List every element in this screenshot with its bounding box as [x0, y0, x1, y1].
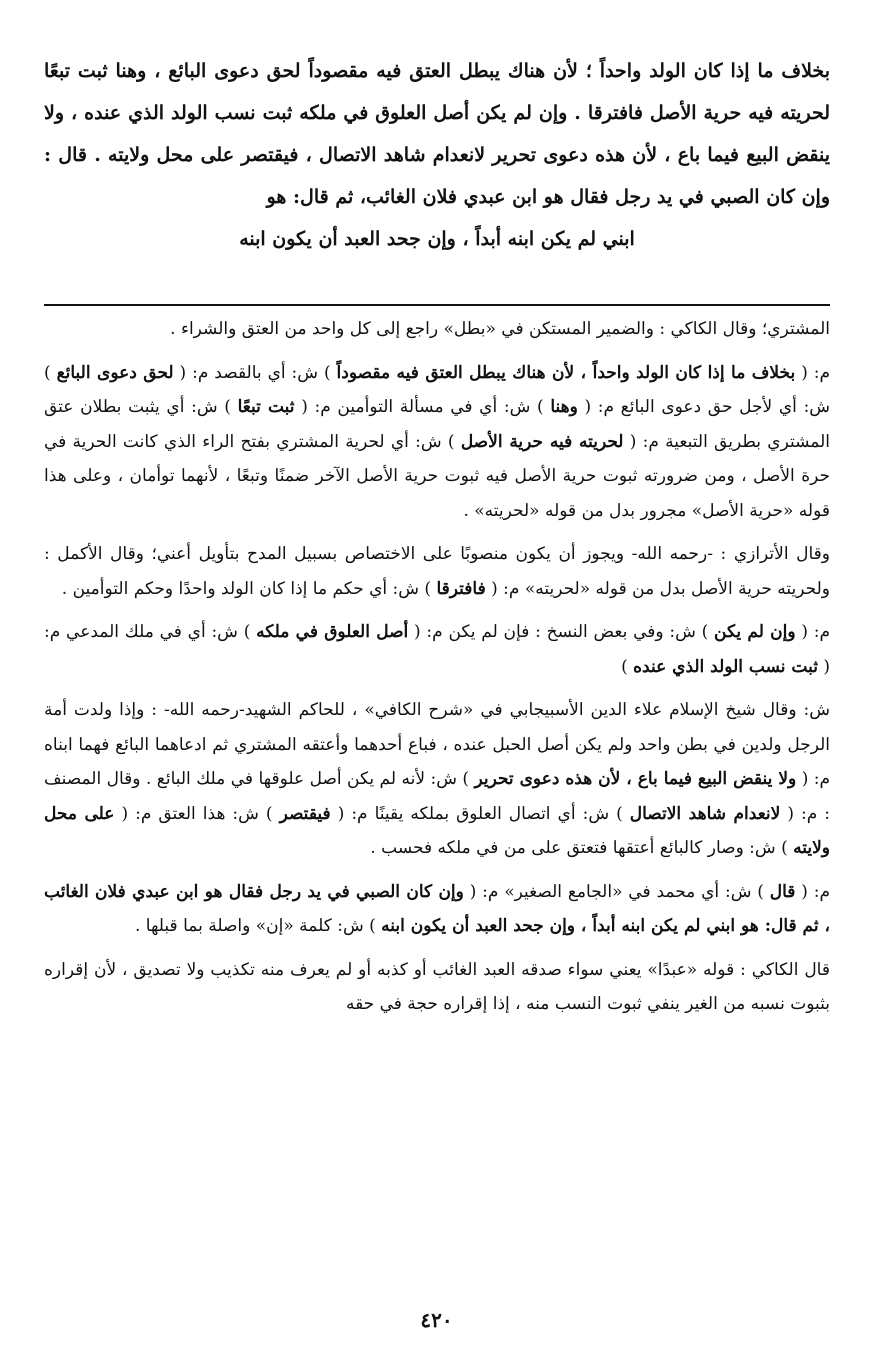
- page-number: ٤٢٠: [420, 1308, 453, 1332]
- quoted-main-text: لحق دعوى البائع: [56, 362, 174, 383]
- commentary-text: ) ش: أي لأجل حق دعوى البائع م: (: [44, 362, 831, 417]
- quoted-main-text: وإن لم يكن: [714, 622, 796, 642]
- commentary-text: م: (: [801, 362, 831, 383]
- commentary-text: ) ش: أي بالقصد م: (: [179, 362, 331, 383]
- quoted-main-text: قال: [769, 881, 796, 902]
- separator-line: [44, 304, 830, 306]
- quoted-main-text: وإن كان الصبي في يد رجل فقال هو ابن عبدي فلان الغائب ، ثم قال: هو ابني لم يكن ابنه أبداً ، وإن جحد العبد أن يكون ابنه: [44, 881, 830, 936]
- quoted-main-text: لانعدام شاهد الاتصال: [629, 803, 781, 824]
- quoted-main-text: ثبت نسب الولد الذي عنده: [633, 656, 818, 677]
- quoted-main-text: فافترقا: [436, 578, 486, 599]
- commentary-paragraph: [44, 615, 830, 684]
- commentary-text: ش: وقال شيخ الإسلام علاء الدين الأسبيجابي في «شرح الكافي» ، للحاكم الشهيد-رحمه الله- : وإذا ولدت أمة الرجل ولدين في بطن واحد ولم يكن أصل الحبل عنده ، فباع أحدهما وأعتقه المشتري ثم ادعاهما البائع فهما ابناه م: (: [44, 700, 831, 789]
- main-text: [44, 50, 830, 260]
- commentary-text: م: (: [801, 622, 831, 642]
- commentary-text: وقال الأترازي : -رحمه الله- ويجوز أن يكون منصوبًا على الاختصاص بسبيل المدح بتأويل أعني؛ وقال الأكمل : ولحريته حرية الأصل بدل من قوله «لحريته» م: (: [44, 544, 830, 599]
- main-text-last-line: ابني لم يكن ابنه أبداً ، وإن جحد العبد أن يكون ابنه: [239, 228, 635, 250]
- commentary-text: م: (: [801, 881, 831, 902]
- quoted-main-text: على محل ولايته: [44, 803, 830, 858]
- commentary-text: قال الكاكي : قوله «عبدًا» يعني سواء صدقه العبد الغائب أو كذبه أو لم يعرف منه تكذيب ولا تصديق ، لأن إقراره بثبوت نسبه من الغير ينفي ثبوت النسب منه ، إذا إقراره حجة في حقه: [44, 959, 830, 1014]
- commentary-text: ) ش: كلمة «إن» واصلة بما قبلها .: [134, 916, 376, 936]
- commentary-paragraph: [44, 875, 830, 944]
- commentary-text: ): [621, 656, 628, 677]
- commentary-text: ) ش: أي في ملك المدعي م: (: [44, 622, 830, 677]
- quoted-main-text: بخلاف ما إذا كان الولد واحداً ، لأن هناك يبطل العتق فيه مقصوداً: [336, 362, 796, 383]
- commentary-text: ) ش: وصار كالبائع أعتقها فتعتق على من في ملكه فحسب .: [370, 838, 788, 858]
- commentary-text: ) ش: هذا العتق م: (: [121, 803, 273, 824]
- main-text-body: بخلاف ما إذا كان الولد واحداً ؛ لأن هناك يبطل العتق فيه مقصوداً لحق دعوى البائع ، وهنا ثبت تبعًا لحريته فيه حرية الأصل فافترقا . وإن لم يكن أصل العلوق في ملكه ثبت نسب الولد الذي عنده ، ولا ينقض البيع فيما باع ، لأن هذه دعوى تحرير لانعدام شاهد الاتصال ، فيقتصر على محل ولايته . قال : وإن كان الصبي في يد رجل فقال هو ابن عبدي فلان الغائب، ثم قال: هو: [44, 60, 830, 208]
- quoted-main-text: فيقتصر: [279, 803, 331, 824]
- quoted-main-text: وهنا: [550, 397, 578, 417]
- commentary-text: ) ش: وفي بعض النسخ : فإن لم يكن م: (: [414, 622, 709, 642]
- commentary-paragraph: [44, 356, 830, 529]
- commentary-text: ) ش: أي محمد في «الجامع الصغير» م: (: [469, 881, 764, 902]
- commentary-text: ) ش: أي في مسألة التوأمين م: (: [301, 397, 544, 417]
- quoted-main-text: أصل العلوق في ملكه: [256, 622, 409, 642]
- commentary-paragraph: [44, 953, 830, 1022]
- commentary: [44, 312, 830, 1031]
- commentary-paragraph: [44, 537, 830, 606]
- quoted-main-text: لحريته فيه حرية الأصل: [460, 431, 624, 452]
- quoted-main-text: ثبت تبعًا: [237, 397, 295, 417]
- commentary-paragraph: [44, 693, 830, 866]
- commentary-text: ) ش: أي يثبت بطلان عتق المشتري بطريق التبعية م: (: [44, 397, 830, 452]
- commentary-text: ) ش: أي حكم ما إذا كان الولد واحدًا وحكم التوأمين .: [61, 578, 432, 599]
- commentary-paragraph: [44, 312, 830, 347]
- commentary-text: ) ش: أي اتصال العلوق بملكه يقينًا م: (: [337, 803, 623, 824]
- quoted-main-text: ولا ينقض البيع فيما باع ، لأن هذه دعوى تحرير: [474, 769, 797, 789]
- commentary-text: ) ش: أي لحرية المشتري بفتح الراء الذي كانت الحرية في حرة الأصل ، ومن ضرورته ثبوت حرية الأصل فيه ثبوت حرية الأصل الآخر ضمنًا وتبعًا ، لأنهما توأمان ، وعلى هذا قوله «حرية الأصل» مجرور بدل من قوله «لحريته» .: [44, 431, 830, 521]
- commentary-text: ) ش: لأنه لم يكن أصل علوقها في ملك البائع . وقال المصنف : م: (: [44, 769, 830, 824]
- commentary-text: المشتري؛ وقال الكاكي : والضمير المستكن في «بطل» راجع إلى كل واحد من العتق والشراء .: [170, 319, 830, 339]
